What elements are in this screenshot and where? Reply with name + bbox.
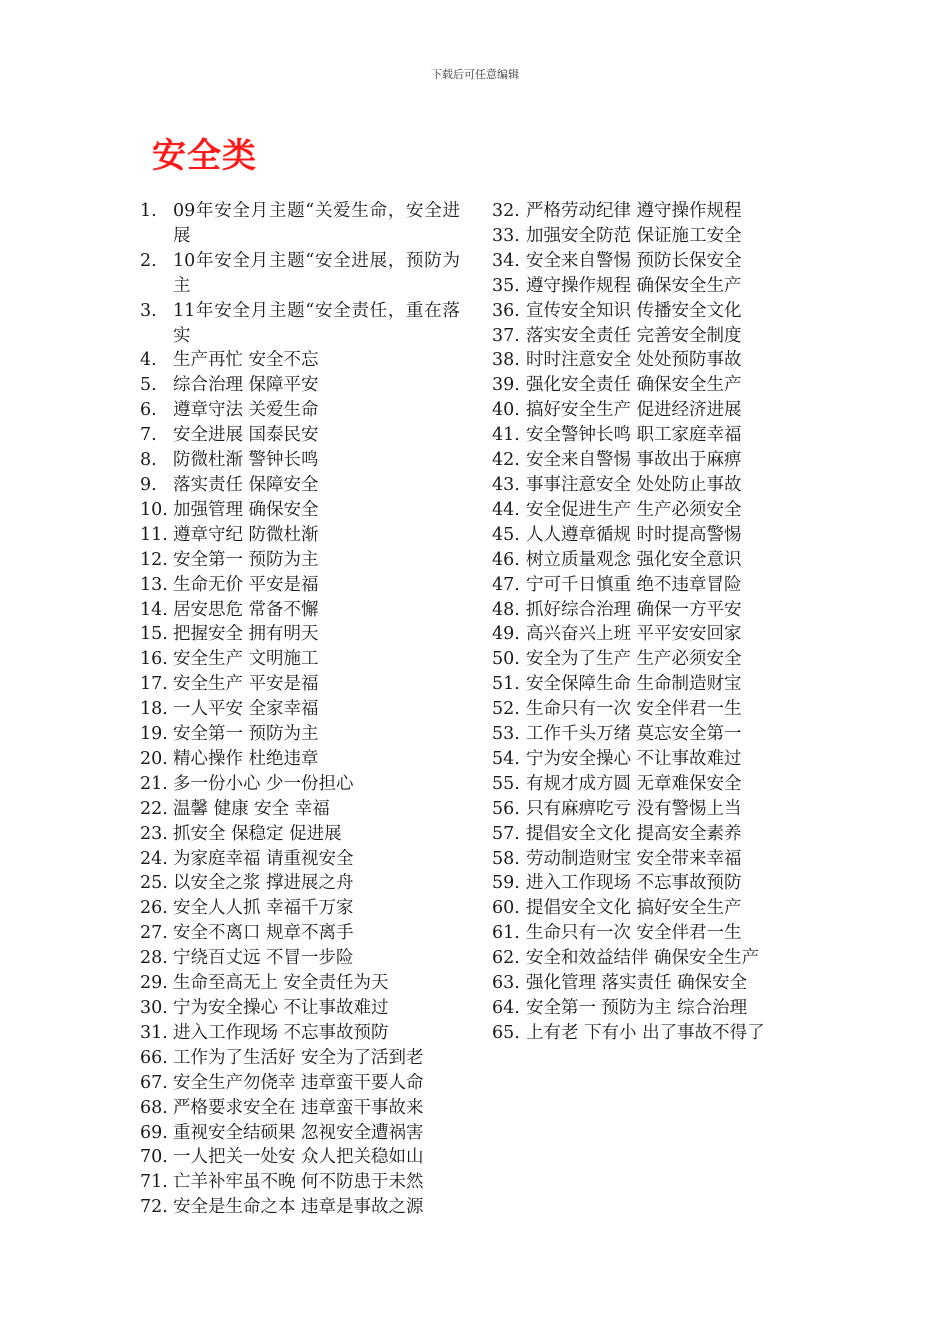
item-text: 宁可千日慎重 绝不违章冒险 xyxy=(526,574,742,595)
list-item xyxy=(492,622,822,647)
item-text: 生命只有一次 安全伴君一生 xyxy=(526,923,742,944)
list-item xyxy=(492,373,822,398)
item-text: 安全和效益结伴 确保安全生产 xyxy=(526,948,760,969)
list-item xyxy=(492,722,822,747)
item-text: 严格劳动纪律 遵守操作规程 xyxy=(526,201,742,221)
item-text: 为家庭幸福 请重视安全 xyxy=(173,848,354,869)
item-text: 只有麻痹吃亏 没有警惕上当 xyxy=(526,798,742,819)
item-text: 人人遵章循规 时时提高警惕 xyxy=(526,524,742,545)
item-text: 09年安全月主题“关爱生命，安全进展 xyxy=(173,201,460,246)
item-text: 安全进展 国泰民安 xyxy=(173,425,319,446)
list-item xyxy=(140,847,470,872)
item-number: 67. xyxy=(140,1072,168,1093)
item-number: 47. xyxy=(492,574,520,595)
list-item xyxy=(492,772,822,797)
item-text: 以安全之浆 撑进展之舟 xyxy=(173,873,354,894)
slogan-list-right xyxy=(492,199,822,1046)
list-item xyxy=(492,747,822,772)
item-text: 提倡安全文化 搞好安全生产 xyxy=(526,898,742,919)
item-text: 安全促进生产 生产必须安全 xyxy=(526,499,742,520)
item-number: 24. xyxy=(140,848,168,869)
item-number: 54. xyxy=(492,748,520,769)
item-number: 27. xyxy=(140,923,168,944)
item-text: 防微杜渐 警钟长鸣 xyxy=(173,450,319,471)
list-item xyxy=(140,747,470,772)
list-item xyxy=(140,199,470,249)
list-item xyxy=(492,348,822,373)
item-text: 安全生产 文明施工 xyxy=(173,649,319,670)
item-number: 20. xyxy=(140,748,168,769)
list-item xyxy=(140,573,470,598)
item-number: 66. xyxy=(140,1047,168,1068)
item-text: 安全不离口 规章不离手 xyxy=(173,923,354,944)
item-text: 工作为了生活好 安全为了活到老 xyxy=(173,1047,424,1068)
item-text: 遵守操作规程 确保安全生产 xyxy=(526,275,742,296)
item-number: 37. xyxy=(492,325,520,346)
list-item xyxy=(140,249,470,299)
item-number: 32. xyxy=(492,201,520,221)
item-text: 宣传安全知识 传播安全文化 xyxy=(526,300,742,321)
item-text: 安全生产勿侥幸 违章蛮干要人命 xyxy=(173,1072,424,1093)
item-text: 提倡安全文化 提高安全素养 xyxy=(526,823,742,844)
list-item xyxy=(140,1096,470,1121)
list-item xyxy=(140,772,470,797)
item-text: 上有老 下有小 出了事故不得了 xyxy=(526,1022,765,1043)
list-item xyxy=(140,448,470,473)
list-item xyxy=(492,199,822,224)
item-text: 遵章守法 关爱生命 xyxy=(173,400,319,421)
item-text: 多一份小心 少一份担心 xyxy=(173,773,354,794)
list-item xyxy=(492,797,822,822)
list-item xyxy=(492,299,822,324)
list-item xyxy=(140,373,470,398)
slogan-list-left xyxy=(140,199,470,1220)
item-number: 61. xyxy=(492,923,520,944)
list-item xyxy=(492,921,822,946)
item-number: 44. xyxy=(492,499,520,520)
list-item xyxy=(492,996,822,1021)
item-number: 48. xyxy=(492,599,520,620)
list-item xyxy=(140,946,470,971)
item-text: 一人把关一处安 众人把关稳如山 xyxy=(173,1147,424,1168)
item-text: 搞好安全生产 促进经济进展 xyxy=(526,400,742,421)
item-number: 31. xyxy=(140,1022,168,1043)
item-text: 安全生产 平安是福 xyxy=(173,674,319,695)
item-text: 安全警钟长鸣 职工家庭幸福 xyxy=(526,425,742,446)
item-text: 落实安全责任 完善安全制度 xyxy=(526,325,742,346)
list-item xyxy=(140,1121,470,1146)
item-number: 57. xyxy=(492,823,520,844)
list-item xyxy=(492,672,822,697)
list-item xyxy=(492,274,822,299)
item-number: 60. xyxy=(492,898,520,919)
item-number: 29. xyxy=(140,973,168,994)
item-text: 劳动制造财宝 安全带来幸福 xyxy=(526,848,742,869)
list-item xyxy=(492,896,822,921)
item-number: 13. xyxy=(140,574,168,595)
list-item xyxy=(492,324,822,349)
item-number: 50. xyxy=(492,649,520,670)
item-text: 居安思危 常备不懈 xyxy=(173,599,319,620)
item-number: 63. xyxy=(492,973,520,994)
item-number: 68. xyxy=(140,1097,168,1118)
list-item xyxy=(140,1145,470,1170)
item-number: 6. xyxy=(140,400,157,421)
item-number: 26. xyxy=(140,898,168,919)
item-text: 抓安全 保稳定 促进展 xyxy=(173,823,342,844)
item-text: 重视安全结硕果 忽视安全遭祸害 xyxy=(173,1122,424,1143)
item-text: 安全第一 预防为主 xyxy=(173,549,319,570)
item-text: 进入工作现场 不忘事故预防 xyxy=(173,1022,389,1043)
item-number: 18. xyxy=(140,699,168,720)
item-number: 16. xyxy=(140,649,168,670)
item-number: 8. xyxy=(140,450,157,471)
item-number: 1. xyxy=(140,201,157,221)
item-text: 精心操作 杜绝违章 xyxy=(173,748,319,769)
item-text: 11年安全月主题“安全责任，重在落实 xyxy=(173,300,460,346)
list-item xyxy=(140,548,470,573)
item-text: 综合治理 保障平安 xyxy=(173,375,319,396)
item-number: 28. xyxy=(140,948,168,969)
item-text: 生产再忙 安全不忘 xyxy=(173,350,319,371)
item-number: 55. xyxy=(492,773,520,794)
list-item xyxy=(492,847,822,872)
item-text: 进入工作现场 不忘事故预防 xyxy=(526,873,742,894)
item-number: 36. xyxy=(492,300,520,321)
item-number: 12. xyxy=(140,549,168,570)
list-item xyxy=(140,697,470,722)
item-number: 21. xyxy=(140,773,168,794)
list-item xyxy=(140,1170,470,1195)
list-item xyxy=(140,896,470,921)
item-text: 严格要求安全在 违章蛮干事故来 xyxy=(173,1097,424,1118)
list-item xyxy=(492,697,822,722)
page-header: 下载后可任意编辑 xyxy=(431,68,519,81)
item-text: 宁为安全操心 不让事故难过 xyxy=(173,998,389,1018)
list-item xyxy=(492,573,822,598)
item-number: 46. xyxy=(492,549,520,570)
item-number: 51. xyxy=(492,674,520,695)
item-number: 33. xyxy=(492,225,520,246)
list-item xyxy=(140,1021,470,1046)
list-item xyxy=(140,672,470,697)
list-item xyxy=(140,921,470,946)
item-number: 9. xyxy=(140,474,157,495)
item-text: 高兴奋兴上班 平平安安回家 xyxy=(526,624,742,645)
item-text: 安全是生命之本 违章是事故之源 xyxy=(173,1197,424,1218)
list-item xyxy=(492,647,822,672)
page-title: 安全类 xyxy=(152,136,257,176)
item-text: 有规才成方圆 无章难保安全 xyxy=(526,773,742,794)
item-number: 3. xyxy=(140,300,157,321)
item-number: 58. xyxy=(492,848,520,869)
list-item xyxy=(140,1046,470,1071)
item-number: 2. xyxy=(140,250,157,271)
item-number: 64. xyxy=(492,998,520,1018)
list-item xyxy=(492,423,822,448)
item-text: 事事注意安全 处处防止事故 xyxy=(526,474,742,495)
item-text: 生命只有一次 安全伴君一生 xyxy=(526,699,742,720)
item-number: 10. xyxy=(140,499,168,520)
list-item xyxy=(140,1195,470,1220)
item-number: 34. xyxy=(492,250,520,271)
item-text: 加强安全防范 保证施工安全 xyxy=(526,225,742,246)
list-item xyxy=(140,722,470,747)
item-number: 42. xyxy=(492,450,520,471)
item-text: 加强管理 确保安全 xyxy=(173,499,319,520)
item-text: 宁为安全操心 不让事故难过 xyxy=(526,748,742,769)
list-item xyxy=(140,647,470,672)
item-text: 时时注意安全 处处预防事故 xyxy=(526,350,742,371)
list-item xyxy=(492,822,822,847)
item-number: 7. xyxy=(140,425,157,446)
list-item xyxy=(140,822,470,847)
item-text: 生命至高无上 安全责任为天 xyxy=(173,973,389,994)
item-number: 62. xyxy=(492,948,520,969)
item-text: 落实责任 保障安全 xyxy=(173,474,319,495)
item-number: 39. xyxy=(492,375,520,396)
item-number: 5. xyxy=(140,375,157,396)
list-item xyxy=(492,448,822,473)
item-number: 53. xyxy=(492,724,520,745)
item-number: 4. xyxy=(140,350,157,371)
item-text: 工作千头万绪 莫忘安全第一 xyxy=(526,724,742,745)
item-text: 强化管理 落实责任 确保安全 xyxy=(526,973,748,994)
list-item xyxy=(492,971,822,996)
item-text: 宁绕百丈远 不冒一步险 xyxy=(173,948,354,969)
list-item xyxy=(140,498,470,523)
list-item xyxy=(492,498,822,523)
item-number: 41. xyxy=(492,425,520,446)
item-text: 亡羊补牢虽不晚 何不防患于未然 xyxy=(173,1172,424,1193)
item-number: 69. xyxy=(140,1122,168,1143)
item-text: 安全第一 预防为主 xyxy=(173,724,319,745)
list-item xyxy=(140,473,470,498)
item-number: 14. xyxy=(140,599,168,620)
item-number: 35. xyxy=(492,275,520,296)
item-number: 71. xyxy=(140,1172,168,1193)
list-item xyxy=(492,398,822,423)
list-item xyxy=(140,996,470,1021)
list-item xyxy=(140,622,470,647)
list-item xyxy=(492,224,822,249)
list-item xyxy=(492,523,822,548)
item-text: 安全第一 预防为主 综合治理 xyxy=(526,998,748,1018)
item-text: 温馨 健康 安全 幸福 xyxy=(173,798,330,819)
item-number: 38. xyxy=(492,350,520,371)
item-number: 19. xyxy=(140,724,168,745)
item-number: 49. xyxy=(492,624,520,645)
list-item xyxy=(492,1021,822,1046)
item-number: 72. xyxy=(140,1197,168,1218)
item-text: 安全来自警惕 事故出于麻痹 xyxy=(526,450,742,471)
item-text: 一人平安 全家幸福 xyxy=(173,699,319,720)
item-text: 生命无价 平安是福 xyxy=(173,574,319,595)
item-text: 10年安全月主题“安全进展，预防为主 xyxy=(173,250,460,296)
item-text: 安全来自警惕 预防长保安全 xyxy=(526,250,742,271)
item-number: 23. xyxy=(140,823,168,844)
item-number: 59. xyxy=(492,873,520,894)
item-number: 40. xyxy=(492,400,520,421)
list-item xyxy=(140,1071,470,1096)
item-number: 52. xyxy=(492,699,520,720)
list-item xyxy=(492,249,822,274)
list-item xyxy=(140,299,470,349)
item-text: 把握安全 拥有明天 xyxy=(173,624,319,645)
list-item xyxy=(140,348,470,373)
list-item xyxy=(140,423,470,448)
item-text: 安全保障生命 生命制造财宝 xyxy=(526,674,742,695)
item-text: 安全为了生产 生产必须安全 xyxy=(526,649,742,670)
item-number: 17. xyxy=(140,674,168,695)
item-number: 43. xyxy=(492,474,520,495)
item-text: 抓好综合治理 确保一方平安 xyxy=(526,599,742,620)
list-item xyxy=(492,946,822,971)
list-item xyxy=(140,871,470,896)
item-number: 22. xyxy=(140,798,168,819)
item-number: 15. xyxy=(140,624,168,645)
list-item xyxy=(492,473,822,498)
list-item xyxy=(140,797,470,822)
list-item xyxy=(140,398,470,423)
item-number: 45. xyxy=(492,524,520,545)
item-number: 56. xyxy=(492,798,520,819)
list-item xyxy=(492,548,822,573)
item-number: 25. xyxy=(140,873,168,894)
list-item xyxy=(492,871,822,896)
list-item xyxy=(140,971,470,996)
item-number: 11. xyxy=(140,524,168,545)
item-number: 65. xyxy=(492,1022,520,1043)
list-item xyxy=(140,523,470,548)
list-item xyxy=(140,598,470,623)
item-text: 树立质量观念 强化安全意识 xyxy=(526,549,742,570)
item-number: 30. xyxy=(140,998,168,1018)
item-text: 遵章守纪 防微杜渐 xyxy=(173,524,319,545)
item-number: 70. xyxy=(140,1147,168,1168)
item-text: 安全人人抓 幸福千万家 xyxy=(173,898,354,919)
item-text: 强化安全责任 确保安全生产 xyxy=(526,375,742,396)
list-item xyxy=(492,598,822,623)
